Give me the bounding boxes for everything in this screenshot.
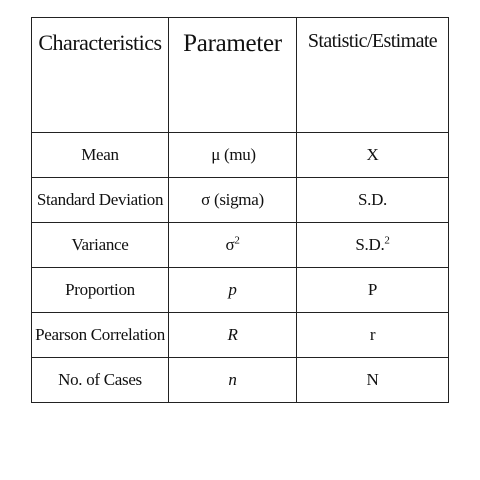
parameter-cell: σ (sigma) (169, 178, 297, 223)
parameter-superscript: 2 (234, 234, 240, 247)
parameter-cell: p (169, 268, 297, 313)
characteristic-cell: Mean (32, 133, 169, 178)
header-statistic-estimate: Statistic/Estimate (297, 18, 449, 133)
table-row (32, 178, 449, 223)
characteristic-cell: Variance (32, 223, 169, 268)
estimate-cell: P (297, 268, 449, 313)
table-row (32, 358, 449, 403)
characteristic-cell: Proportion (32, 268, 169, 313)
estimate-cell: N (297, 358, 449, 403)
parameter-symbol: μ (mu) (211, 145, 256, 164)
estimate-cell: r (297, 313, 449, 358)
header-characteristics: Characteristics (32, 18, 169, 133)
table-row (32, 223, 449, 268)
characteristic-cell: Standard Deviation (32, 178, 169, 223)
parameter-cell (169, 223, 297, 268)
parameter-symbol: σ (225, 235, 235, 254)
characteristic-cell: No. of Cases (32, 358, 169, 403)
parameter-cell: R (169, 313, 297, 358)
header-parameter: Parameter (169, 18, 297, 133)
characteristic-cell: Pearson Correlation (32, 313, 169, 358)
parameter-cell (169, 133, 297, 178)
parameter-cell: n (169, 358, 297, 403)
estimate-symbol: S.D. (355, 235, 385, 254)
estimate-cell (297, 223, 449, 268)
table-row (32, 133, 449, 178)
estimate-cell: X (297, 133, 449, 178)
table-header-row (32, 18, 449, 133)
table-row (32, 268, 449, 313)
estimate-superscript: 2 (384, 234, 390, 247)
statistics-table (31, 17, 449, 403)
table-row (32, 313, 449, 358)
estimate-cell: S.D. (297, 178, 449, 223)
